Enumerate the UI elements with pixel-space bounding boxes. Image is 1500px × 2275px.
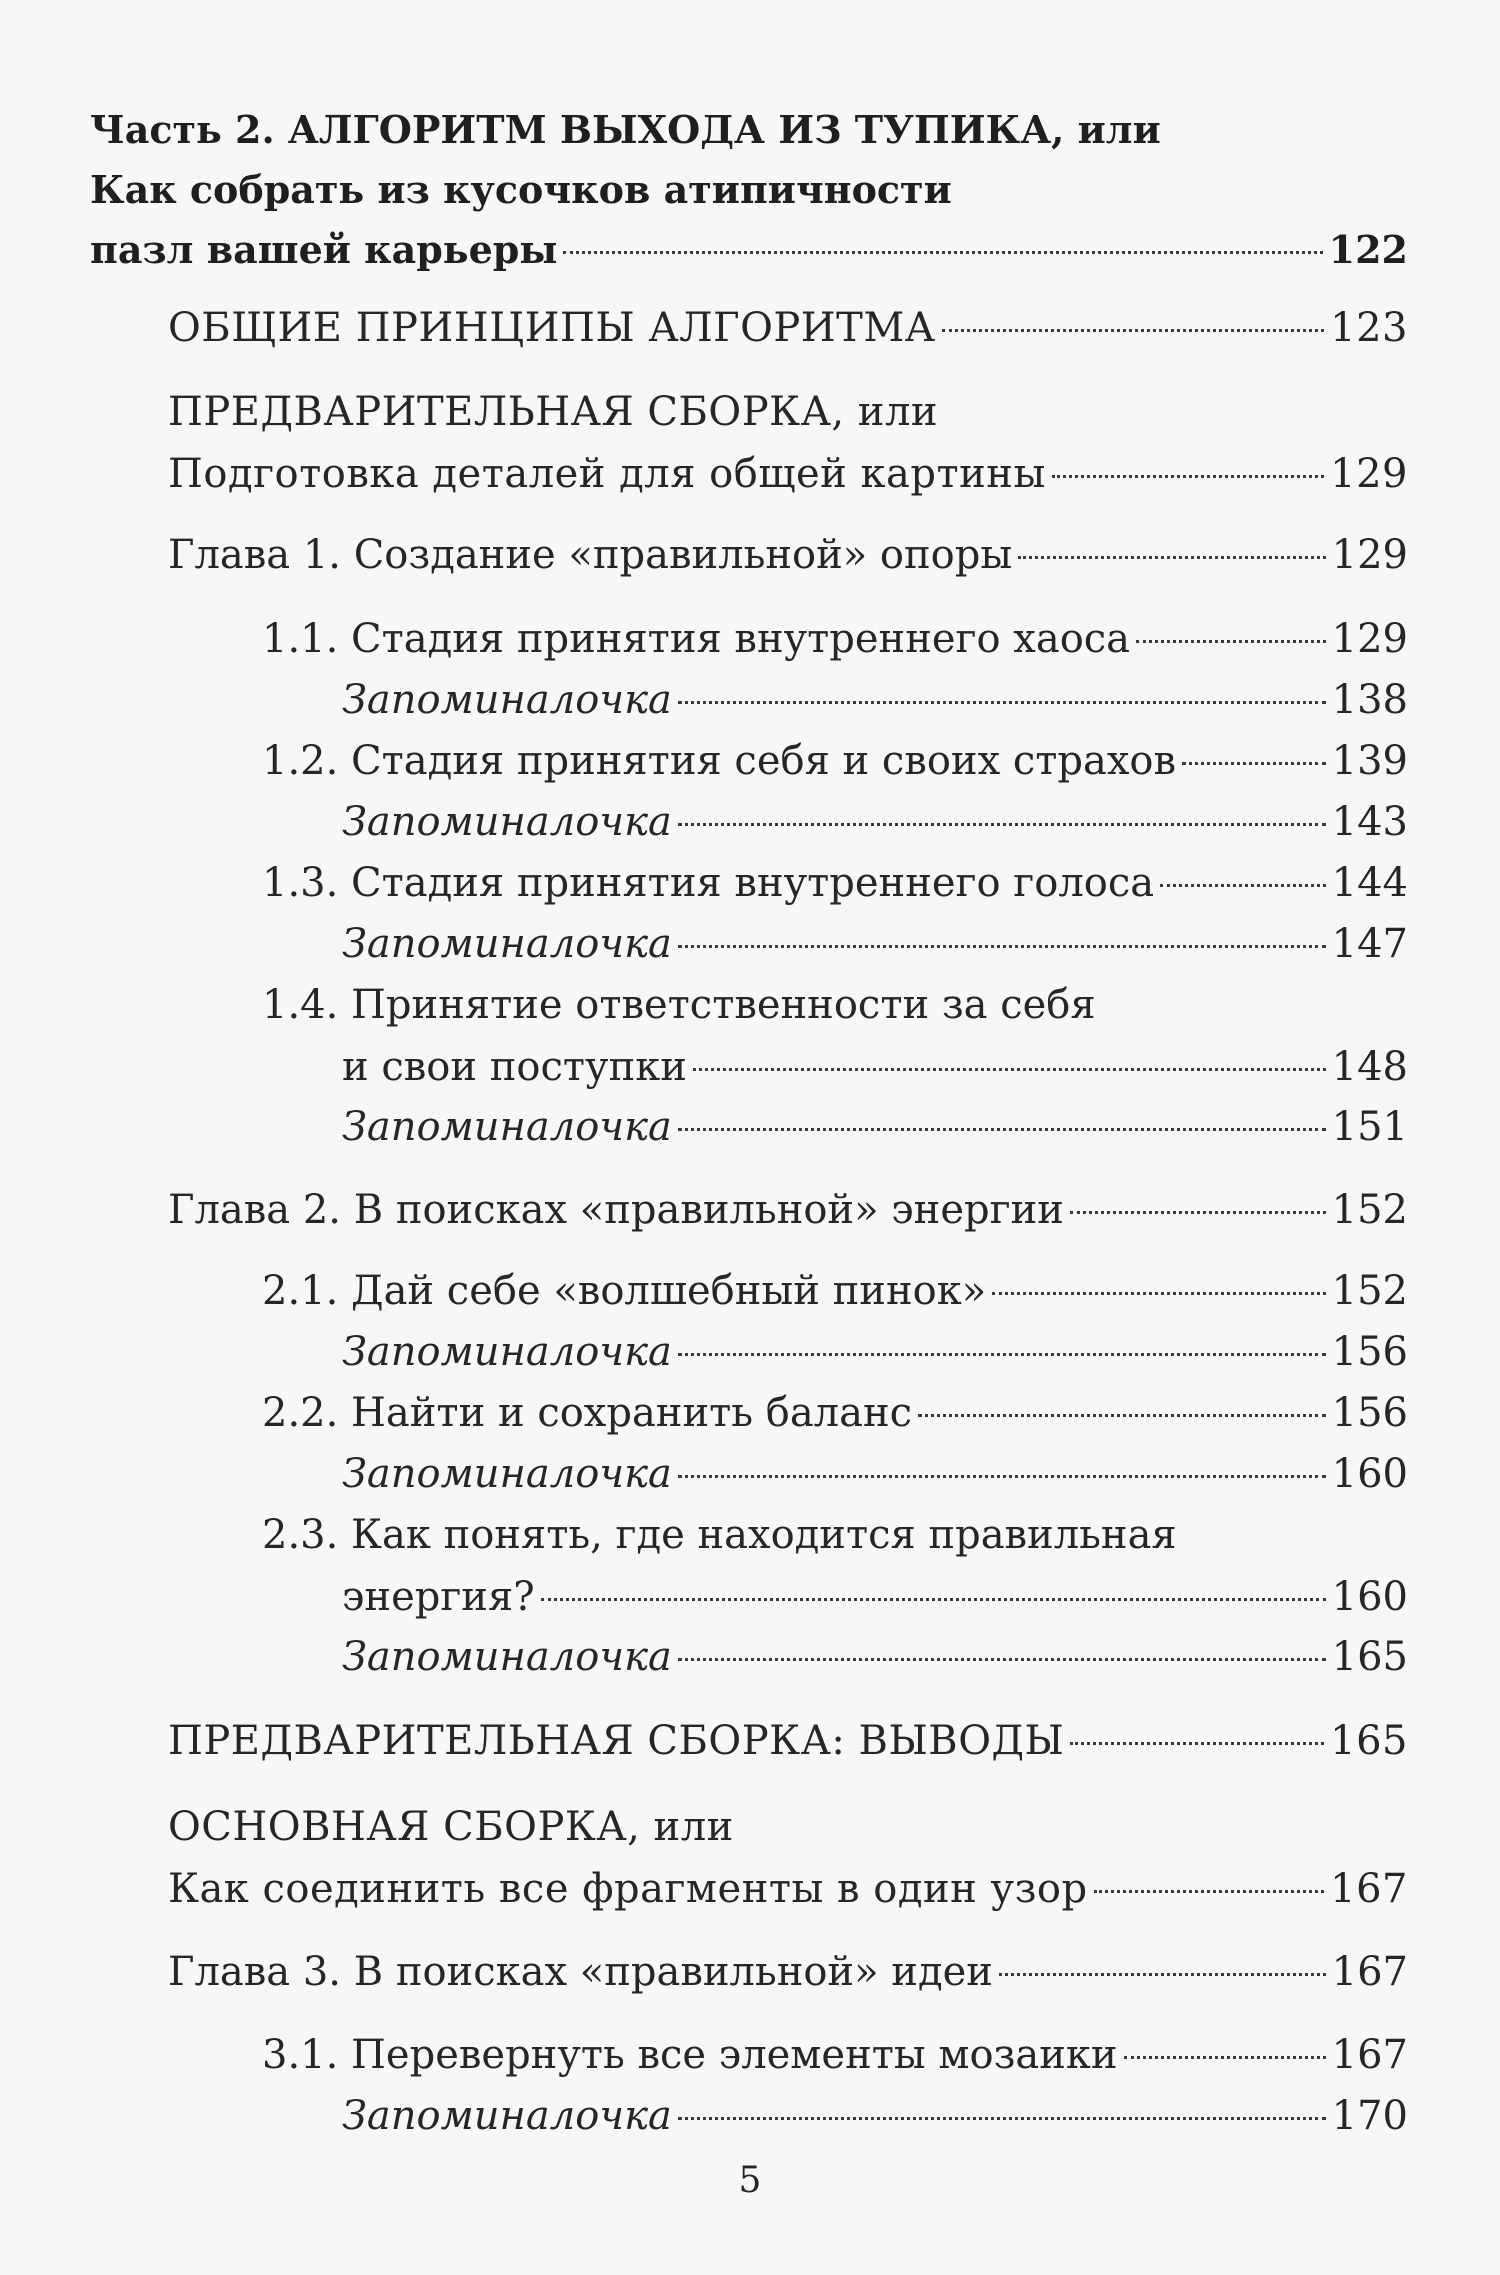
toc-label: Как соединить все фрагменты в один узор <box>168 1866 1088 1912</box>
dot-leader <box>678 1658 1326 1661</box>
toc-label: Запоминалочка <box>342 1634 672 1680</box>
dot-leader <box>999 1973 1326 1976</box>
dot-leader <box>693 1068 1326 1071</box>
toc-label: Запоминалочка <box>342 1104 672 1150</box>
dot-leader <box>678 2117 1326 2120</box>
dot-leader <box>1136 640 1326 643</box>
dot-leader <box>942 329 1325 332</box>
page-number: 129 <box>1331 616 1408 662</box>
toc-entry-1-3 <box>262 852 1408 914</box>
page-number: 167 <box>1331 1949 1408 1995</box>
page-number: 139 <box>1331 738 1408 784</box>
toc-part-2-line-2: Как собрать из кусочков атипичности <box>90 167 952 212</box>
toc-entry-main-assembly <box>168 1796 1408 1920</box>
page-number: 129 <box>1330 451 1408 497</box>
dot-leader <box>1182 762 1326 765</box>
page-number: 165 <box>1331 1634 1408 1680</box>
toc-label: ОСНОВНАЯ СБОРКА, или <box>168 1804 734 1850</box>
page-number: 160 <box>1331 1451 1408 1497</box>
dot-leader <box>678 1353 1326 1356</box>
page-number: 156 <box>1331 1329 1408 1375</box>
toc-entry-1-2 <box>262 730 1408 792</box>
toc-label: ОБЩИЕ ПРИНЦИПЫ АЛГОРИТМА <box>168 305 936 351</box>
dot-leader <box>1124 2056 1326 2059</box>
toc-label: ПРЕДВАРИТЕЛЬНАЯ СБОРКА, или <box>168 389 939 435</box>
toc-entry-memo <box>342 791 1408 853</box>
toc-entry-part-2 <box>90 100 1408 280</box>
toc-entry-memo <box>342 1443 1408 1505</box>
page-number: 144 <box>1331 860 1408 906</box>
dot-leader <box>1018 556 1325 559</box>
page-number: 167 <box>1331 2032 1408 2078</box>
dot-leader <box>1160 884 1326 887</box>
page-number: 160 <box>1331 1574 1408 1620</box>
toc-entry-chapter-3 <box>168 1941 1408 2003</box>
toc-entry-preliminary-assembly <box>168 381 1408 505</box>
toc-label: Запоминалочка <box>342 921 672 967</box>
toc-label: Глава 1. Создание «правильной» опоры <box>168 532 1013 578</box>
dot-leader <box>678 945 1326 948</box>
page-number: 156 <box>1331 1390 1408 1436</box>
dot-leader <box>678 1475 1326 1478</box>
toc-entry-chapter-2 <box>168 1179 1408 1241</box>
page-number: 170 <box>1331 2093 1408 2139</box>
toc-entry-memo <box>342 913 1408 975</box>
dot-leader <box>541 1598 1326 1601</box>
page-number: 129 <box>1331 532 1408 578</box>
dot-leader <box>563 251 1322 254</box>
page-number: 165 <box>1330 1718 1408 1764</box>
dot-leader <box>678 1128 1326 1131</box>
page-number: 167 <box>1330 1866 1408 1912</box>
toc-label: 2.1. Дай себе «волшебный пинок» <box>262 1268 987 1314</box>
toc-label: 1.2. Стадия принятия себя и своих страхов <box>262 738 1176 784</box>
toc-entry-memo <box>342 2085 1408 2147</box>
toc-entry-3-1 <box>262 2024 1408 2086</box>
toc-label: энергия? <box>342 1574 535 1620</box>
toc-entry-general-principles <box>168 297 1408 359</box>
toc-label: 2.3. Как понять, где находится правильная <box>262 1512 1177 1558</box>
dot-leader <box>992 1292 1325 1295</box>
page-number: 147 <box>1331 921 1408 967</box>
dot-leader <box>1070 1742 1324 1745</box>
toc-entry-1-4 <box>262 974 1408 1098</box>
page-number: 151 <box>1331 1104 1408 1150</box>
toc-label: ПРЕДВАРИТЕЛЬНАЯ СБОРКА: ВЫВОДЫ <box>168 1718 1065 1764</box>
toc-label: 1.4. Принятие ответственности за себя <box>262 982 1096 1028</box>
toc-label: Запоминалочка <box>342 1451 672 1497</box>
toc-entry-memo <box>342 1321 1408 1383</box>
toc-part-2-line-3: пазл вашей карьеры <box>90 227 558 272</box>
toc-label: Глава 3. В поисках «правильной» идеи <box>168 1949 993 1995</box>
dot-leader <box>1094 1890 1325 1893</box>
page-number: 143 <box>1331 799 1408 845</box>
dot-leader <box>1052 475 1324 478</box>
page-number: 122 <box>1328 227 1408 272</box>
dot-leader <box>678 701 1326 704</box>
toc-label: 1.3. Стадия принятия внутреннего голоса <box>262 860 1155 906</box>
toc-part-2-line-1: Часть 2. АЛГОРИТМ ВЫХОДА ИЗ ТУПИКА, или <box>90 107 1161 152</box>
toc-entry-2-1 <box>262 1260 1408 1322</box>
page-number: 152 <box>1331 1268 1408 1314</box>
dot-leader <box>1070 1211 1326 1214</box>
page-number: 123 <box>1330 305 1408 351</box>
toc-entry-2-2 <box>262 1382 1408 1444</box>
page-footer-number: 5 <box>738 2160 762 2201</box>
toc-label: Подготовка деталей для общей картины <box>168 451 1046 497</box>
toc-label: 2.2. Найти и сохранить баланс <box>262 1390 912 1436</box>
toc-entry-memo <box>342 669 1408 731</box>
toc-label: 1.1. Стадия принятия внутреннего хаоса <box>262 616 1131 662</box>
toc-entry-2-3 <box>262 1504 1408 1628</box>
toc-entry-preliminary-conclusions <box>168 1710 1408 1772</box>
toc-label: Запоминалочка <box>342 677 672 723</box>
toc-entry-chapter-1 <box>168 524 1408 586</box>
toc-label: Запоминалочка <box>342 799 672 845</box>
toc-label: Глава 2. В поисках «правильной» энергии <box>168 1187 1064 1233</box>
dot-leader <box>678 823 1326 826</box>
toc-entry-memo <box>342 1096 1408 1158</box>
toc-entry-1-1 <box>262 608 1408 670</box>
page-number: 138 <box>1331 677 1408 723</box>
toc-label: Запоминалочка <box>342 2093 672 2139</box>
toc-entry-memo <box>342 1626 1408 1688</box>
toc-label: Запоминалочка <box>342 1329 672 1375</box>
page-number: 152 <box>1331 1187 1408 1233</box>
toc-label: 3.1. Перевернуть все элементы мозаики <box>262 2032 1118 2078</box>
dot-leader <box>918 1414 1326 1417</box>
page-number: 148 <box>1331 1044 1408 1090</box>
toc-label: и свои поступки <box>342 1044 687 1090</box>
